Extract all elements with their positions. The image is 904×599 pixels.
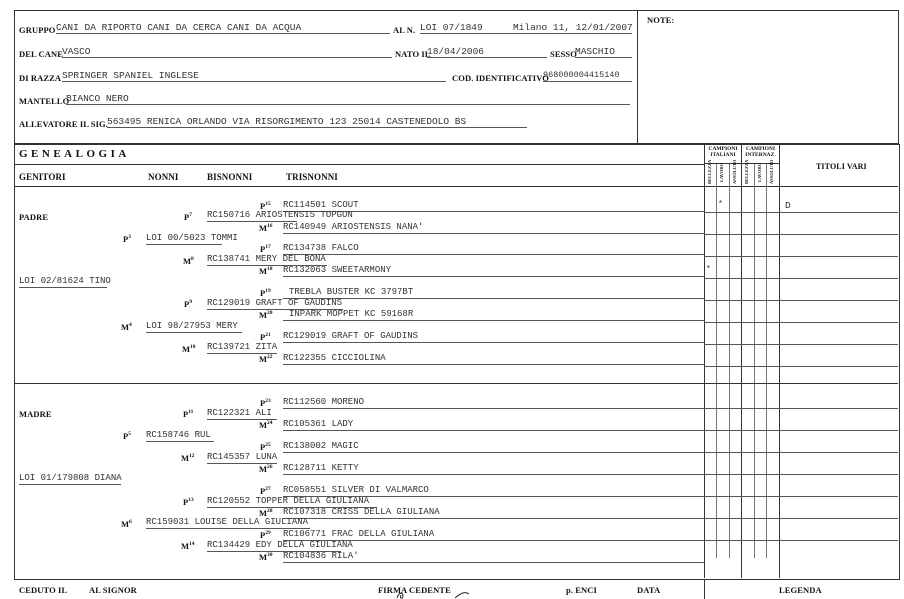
padre-t2: RC140949 ARIOSTENSIS NANA' [283,222,424,232]
titoli-vari: TITOLI VARI [816,162,867,171]
padre-t4: RC132063 SWEETARMONY [283,265,392,275]
nato-label: NATO IL [395,49,431,59]
razza-label: DI RAZZA [19,73,62,83]
madre-t7-code: $P^{29}$ [260,530,271,540]
nato-value: 18/04/2006 [427,46,547,58]
padre-t6-code: $M^{20}$ [259,310,273,320]
cod-label: COD. IDENTIFICATIVO [452,73,549,83]
sesso-value: MASCHIO [575,46,632,58]
cod-value: 968000004415140 [543,70,632,82]
padre-t3: RC134738 FALCO [283,243,359,253]
padre-t3-code: $P^{17}$ [260,244,271,254]
padre-t8-code: $M^{22}$ [259,354,273,364]
madre-t5-code: $P^{27}$ [260,486,271,496]
madre-n1: RC158746 RUL [146,430,211,440]
allevatore-value: 563495 RENICA ORLANDO VIA RISORGIMENTO 123 25014 CASTENEDOLO BS [107,116,527,128]
allevatore-label: ALLEVATORE IL SIG. [19,119,108,129]
madre-b1-code: $P^{11}$ [183,409,194,419]
padre-b2: RC138741 MERY DEL BONA [207,254,326,264]
madre-b3: RC120552 TOPPER DELLA GIULIANA [207,496,370,506]
mark-row5-bellezza: * [706,265,711,274]
sub-assoluto-2: ASSOLUTO [769,159,774,184]
padre-t5: TREBLA BUSTER KC 3797BT [289,287,414,297]
champ-col-left [704,144,705,578]
place-date: Milano 11, 12/01/2007 [513,22,633,33]
del-cane-value: VASCO [62,46,392,58]
note-box [636,10,899,144]
madre-b4: RC134429 EDY DELLA GIULIANA [207,540,353,550]
padre-n1-code: $P^3$ [123,234,131,244]
signor-label: AL SIGNOR [89,585,137,595]
padre-t7: RC129019 GRAFT OF GAUDINS [283,331,419,341]
madre-n2-code: $M^6$ [121,519,132,529]
firma-label: FIRMA CEDENTE [378,585,451,595]
madre-t6-code: $M^{28}$ [259,508,273,518]
padre-t2-code: $M^{16}$ [259,223,273,233]
padre-t6: INPARK MOPPET KC 59168R [289,309,414,319]
padre-b4: RC139721 ZITA [207,342,278,352]
padre-t4-code: $M^{18}$ [259,266,273,276]
col-genitori: GENITORI [19,172,66,182]
padre-madre-divider [14,383,898,384]
padre-b1-code: $P^7$ [184,212,192,222]
padre-b4-code: $M^{10}$ [182,344,196,354]
padre-t8: RC122355 CICCIOLINA [283,353,386,363]
madre-t5: RC058551 SILVER DI VALMARCO [283,485,429,495]
madre-n2: RC159031 LOUISE DELLA GIULIANA [146,517,309,527]
enci-label: p. ENCI [566,585,597,595]
campioni-italiani: CAMPIONI ITALIANI [708,146,738,158]
data-label: DATA [637,585,661,595]
gruppo-value: CANI DA RIPORTO CANI DA CERCA CANI DA ACQUA [56,22,390,34]
signature-mark [395,590,485,599]
madre-b2: RC145357 LUNA [207,452,278,462]
mark-row1-bellezza: * [718,200,723,209]
genealogy-box [14,144,900,580]
madre-t4-code: $M^{26}$ [259,464,273,474]
madre-t8-code: $M^{30}$ [259,552,273,562]
genealogia-title-rule [14,164,704,165]
madre-t1: RC112560 MORENO [283,397,365,407]
padre-b3-code: $P^9$ [184,299,192,309]
madre-t6: RC107318 CRISS DELLA GIULIANA [283,507,440,517]
del-cane-label: DEL CANE [19,49,64,59]
sub-assoluto-1: ASSOLUTO [732,159,737,184]
madre-t1-code: $P^{23}$ [260,398,271,408]
sub-lavoro-1: LAVORO [719,162,724,182]
padre-t7-code: $P^{21}$ [260,332,271,342]
campioni-internaz: CAMPIONI INTERNAZ. [745,146,776,158]
padre-t1-code: $P^{15}$ [260,201,271,211]
madre-b2-code: $M^{12}$ [181,453,195,463]
padre-n2-code: $M^4$ [121,322,132,332]
madre-t2: RC105361 LADY [283,419,354,429]
madre-t2-code: $M^{24}$ [259,420,273,430]
mantello-value: BIANCO NERO [66,93,630,105]
gruppo-label: GRUPPO [19,25,56,35]
padre-t1: RC114501 SCOUT [283,200,359,210]
padre-n1: LOI 00/5023 TOMMI [146,233,238,243]
padre-b1: RC150716 ARIOSTENSIS TOPGUN [207,210,353,220]
padre-n2: LOI 98/27953 MERY [146,321,238,331]
madre-name: LOI 01/179808 DIANA [19,473,122,483]
al-n-label: AL N. [393,25,416,35]
madre-b1: RC122321 ALI [207,408,272,418]
footer-rule [14,579,898,580]
padre-b3: RC129019 GRAFT OF GAUDINS [207,298,343,308]
al-n-value: LOI 07/1849 [420,22,632,34]
padre-t5-code: $P^{19}$ [260,288,271,298]
madre-t8: RC104836 RILA' [283,551,359,561]
padre-name: LOI 02/81624 TINO [19,276,111,286]
col-trisnonni: TRISNONNI [286,172,338,182]
razza-value: SPRINGER SPANIEL INGLESE [62,70,446,82]
padre-label: PADRE [19,212,49,222]
mark-row1-titoli: D [785,200,791,211]
madre-t4: RC128711 KETTY [283,463,359,473]
genealogia-title: GENEALOGIA [19,148,130,160]
madre-n1-code: $P^5$ [123,431,131,441]
madre-b3-code: $P^{13}$ [183,497,194,507]
ceduto-label: CEDUTO IL [19,585,68,595]
madre-b4-code: $M^{14}$ [181,541,195,551]
col-bisnonni: BISNONNI [207,172,253,182]
sub-lavoro-2: LAVORO [757,162,762,182]
madre-t3: RC138002 MAGIC [283,441,359,451]
madre-t7: RC106771 FRAC DELLA GIULIANA [283,529,435,539]
madre-label: MADRE [19,409,52,419]
note-label: NOTE: [647,15,675,25]
col-nonni: NONNI [148,172,179,182]
sub-bellezza-2: BELLEZZA [744,159,749,184]
madre-t3-code: $P^{25}$ [260,442,271,452]
sesso-label: SESSO [550,49,577,59]
padre-b2-code: $M^8$ [183,256,194,266]
legenda-label: LEGENDA [779,585,822,595]
mantello-label: MANTELLO [19,96,70,106]
sub-bellezza-1: BELLEZZA [707,159,712,184]
